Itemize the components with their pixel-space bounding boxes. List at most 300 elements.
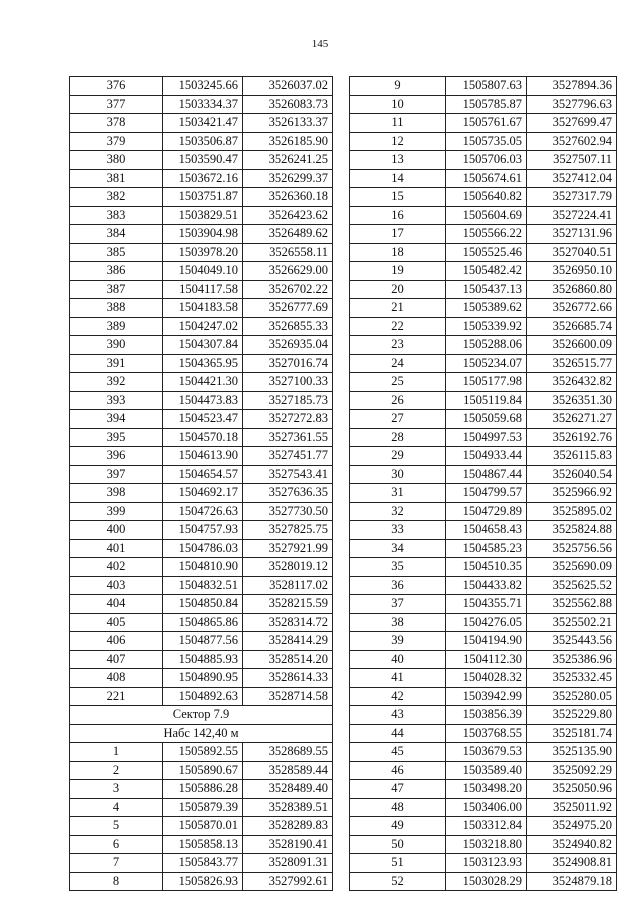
y-coordinate-cell: 3528019.12: [243, 558, 333, 577]
x-coordinate-cell: 1504276.05: [446, 613, 527, 632]
x-coordinate-cell: 1503679.53: [446, 743, 527, 762]
y-coordinate-cell: 3526423.62: [243, 206, 333, 225]
y-coordinate-cell: 3528389.51: [243, 798, 333, 817]
y-coordinate-cell: 3527730.50: [243, 502, 333, 521]
y-coordinate-cell: 3525824.88: [527, 521, 617, 540]
point-number-cell: 30: [350, 465, 446, 484]
y-coordinate-cell: 3526083.73: [243, 95, 333, 114]
y-coordinate-cell: 3526855.33: [243, 317, 333, 336]
point-number-cell: 382: [70, 188, 163, 207]
x-coordinate-cell: 1504247.02: [163, 317, 243, 336]
y-coordinate-cell: 3528714.58: [243, 687, 333, 706]
x-coordinate-cell: 1505566.22: [446, 225, 527, 244]
x-coordinate-cell: 1505339.92: [446, 317, 527, 336]
y-coordinate-cell: 3528514.20: [243, 650, 333, 669]
x-coordinate-cell: 1505706.03: [446, 151, 527, 170]
point-number-cell: 407: [70, 650, 163, 669]
y-coordinate-cell: 3527272.83: [243, 410, 333, 429]
y-coordinate-cell: 3528314.72: [243, 613, 333, 632]
y-coordinate-cell: 3526185.90: [243, 132, 333, 151]
point-number-cell: 11: [350, 114, 446, 133]
table-row: [70, 243, 333, 262]
point-number-cell: 393: [70, 391, 163, 410]
point-number-cell: 34: [350, 539, 446, 558]
table-row: [70, 447, 333, 466]
y-coordinate-cell: 3527507.11: [527, 151, 617, 170]
point-number-cell: 40: [350, 650, 446, 669]
y-coordinate-cell: 3525966.92: [527, 484, 617, 503]
point-number-cell: 377: [70, 95, 163, 114]
point-number-cell: 388: [70, 299, 163, 318]
point-number-cell: 387: [70, 280, 163, 299]
table-row: [350, 354, 617, 373]
table-row: [70, 280, 333, 299]
table-row: [70, 410, 333, 429]
point-number-cell: 46: [350, 761, 446, 780]
table-row: [70, 743, 333, 762]
y-coordinate-cell: 3527100.33: [243, 373, 333, 392]
x-coordinate-cell: 1504892.63: [163, 687, 243, 706]
table-row: [350, 521, 617, 540]
x-coordinate-cell: 1504433.82: [446, 576, 527, 595]
page-number: 145: [311, 38, 329, 50]
y-coordinate-cell: 3525562.88: [527, 595, 617, 614]
table-row: [70, 761, 333, 780]
point-number-cell: 390: [70, 336, 163, 355]
y-coordinate-cell: 3528414.29: [243, 632, 333, 651]
point-number-cell: 406: [70, 632, 163, 651]
point-number-cell: 51: [350, 854, 446, 873]
point-number-cell: 50: [350, 835, 446, 854]
table-row: [70, 687, 333, 706]
y-coordinate-cell: 3527992.61: [243, 872, 333, 891]
x-coordinate-cell: 1505525.46: [446, 243, 527, 262]
x-coordinate-cell: 1504194.90: [446, 632, 527, 651]
point-number-cell: 6: [70, 835, 163, 854]
x-coordinate-cell: 1505177.98: [446, 373, 527, 392]
x-coordinate-cell: 1503334.37: [163, 95, 243, 114]
x-coordinate-cell: 1503672.16: [163, 169, 243, 188]
y-coordinate-cell: 3527040.51: [527, 243, 617, 262]
point-number-cell: 398: [70, 484, 163, 503]
x-coordinate-cell: 1503904.98: [163, 225, 243, 244]
y-coordinate-cell: 3528091.31: [243, 854, 333, 873]
sector-title: Сектор 7.9: [70, 706, 333, 725]
x-coordinate-cell: 1505288.06: [446, 336, 527, 355]
x-coordinate-cell: 1505807.63: [446, 77, 527, 96]
point-number-cell: 8: [70, 872, 163, 891]
x-coordinate-cell: 1504997.53: [446, 428, 527, 447]
y-coordinate-cell: 3526040.54: [527, 465, 617, 484]
y-coordinate-cell: 3525229.80: [527, 706, 617, 725]
y-coordinate-cell: 3526241.25: [243, 151, 333, 170]
y-coordinate-cell: 3527131.96: [527, 225, 617, 244]
y-coordinate-cell: 3527185.73: [243, 391, 333, 410]
x-coordinate-cell: 1503856.39: [446, 706, 527, 725]
y-coordinate-cell: 3526115.83: [527, 447, 617, 466]
y-coordinate-cell: 3524908.81: [527, 854, 617, 873]
y-coordinate-cell: 3525625.52: [527, 576, 617, 595]
x-coordinate-cell: 1503245.66: [163, 77, 243, 96]
table-row: [350, 761, 617, 780]
point-number-cell: 394: [70, 410, 163, 429]
y-coordinate-cell: 3526037.02: [243, 77, 333, 96]
point-number-cell: 397: [70, 465, 163, 484]
table-row: [350, 410, 617, 429]
table-row: [70, 262, 333, 281]
x-coordinate-cell: 1504810.90: [163, 558, 243, 577]
right-table-body: [350, 77, 617, 891]
table-row: [70, 317, 333, 336]
x-coordinate-cell: 1504757.93: [163, 521, 243, 540]
x-coordinate-cell: 1504473.83: [163, 391, 243, 410]
table-row: [70, 835, 333, 854]
table-row: [350, 595, 617, 614]
table-row: [350, 280, 617, 299]
point-number-cell: 376: [70, 77, 163, 96]
table-row: [70, 595, 333, 614]
x-coordinate-cell: 1504523.47: [163, 410, 243, 429]
table-row: [70, 95, 333, 114]
x-coordinate-cell: 1503978.20: [163, 243, 243, 262]
table-row: [350, 669, 617, 688]
x-coordinate-cell: 1505843.77: [163, 854, 243, 873]
left-table-body: [70, 77, 333, 891]
y-coordinate-cell: 3526935.04: [243, 336, 333, 355]
sector-header-row: [70, 706, 333, 725]
table-row: [350, 613, 617, 632]
table-row: [350, 373, 617, 392]
x-coordinate-cell: 1505879.39: [163, 798, 243, 817]
y-coordinate-cell: 3526685.74: [527, 317, 617, 336]
table-row: [70, 169, 333, 188]
y-coordinate-cell: 3525502.21: [527, 613, 617, 632]
point-number-cell: 381: [70, 169, 163, 188]
point-number-cell: 41: [350, 669, 446, 688]
table-row: [70, 780, 333, 799]
y-coordinate-cell: 3526558.11: [243, 243, 333, 262]
x-coordinate-cell: 1504877.56: [163, 632, 243, 651]
point-number-cell: 386: [70, 262, 163, 281]
table-row: [70, 484, 333, 503]
y-coordinate-cell: 3526299.37: [243, 169, 333, 188]
x-coordinate-cell: 1504832.51: [163, 576, 243, 595]
y-coordinate-cell: 3525135.90: [527, 743, 617, 762]
y-coordinate-cell: 3527016.74: [243, 354, 333, 373]
x-coordinate-cell: 1503589.40: [446, 761, 527, 780]
table-row: [350, 484, 617, 503]
x-coordinate-cell: 1503829.51: [163, 206, 243, 225]
y-coordinate-cell: 3527361.55: [243, 428, 333, 447]
point-number-cell: 392: [70, 373, 163, 392]
x-coordinate-cell: 1504613.90: [163, 447, 243, 466]
x-coordinate-cell: 1503506.87: [163, 132, 243, 151]
table-row: [350, 798, 617, 817]
y-coordinate-cell: 3526772.66: [527, 299, 617, 318]
table-row: [350, 169, 617, 188]
point-number-cell: 21: [350, 299, 446, 318]
table-row: [70, 114, 333, 133]
point-number-cell: 5: [70, 817, 163, 836]
point-number-cell: 405: [70, 613, 163, 632]
point-number-cell: 389: [70, 317, 163, 336]
x-coordinate-cell: 1505234.07: [446, 354, 527, 373]
point-number-cell: 13: [350, 151, 446, 170]
point-number-cell: 404: [70, 595, 163, 614]
point-number-cell: 35: [350, 558, 446, 577]
x-coordinate-cell: 1504307.84: [163, 336, 243, 355]
point-number-cell: 39: [350, 632, 446, 651]
table-row: [70, 521, 333, 540]
x-coordinate-cell: 1504365.95: [163, 354, 243, 373]
point-number-cell: 25: [350, 373, 446, 392]
y-coordinate-cell: 3525443.56: [527, 632, 617, 651]
point-number-cell: 52: [350, 872, 446, 891]
y-coordinate-cell: 3527636.35: [243, 484, 333, 503]
y-coordinate-cell: 3525690.09: [527, 558, 617, 577]
point-number-cell: 27: [350, 410, 446, 429]
table-row: [70, 465, 333, 484]
table-row: [350, 576, 617, 595]
table-row: [350, 132, 617, 151]
table-row: [70, 872, 333, 891]
x-coordinate-cell: 1504117.58: [163, 280, 243, 299]
point-number-cell: 19: [350, 262, 446, 281]
y-coordinate-cell: 3525895.02: [527, 502, 617, 521]
table-row: [350, 336, 617, 355]
y-coordinate-cell: 3524940.82: [527, 835, 617, 854]
table-row: [350, 724, 617, 743]
table-row: [350, 447, 617, 466]
point-number-cell: 10: [350, 95, 446, 114]
table-row: [70, 817, 333, 836]
x-coordinate-cell: 1505437.13: [446, 280, 527, 299]
table-row: [350, 391, 617, 410]
y-coordinate-cell: 3528215.59: [243, 595, 333, 614]
table-row: [350, 854, 617, 873]
table-row: [70, 576, 333, 595]
point-number-cell: 9: [350, 77, 446, 96]
y-coordinate-cell: 3526432.82: [527, 373, 617, 392]
y-coordinate-cell: 3528190.41: [243, 835, 333, 854]
x-coordinate-cell: 1504890.95: [163, 669, 243, 688]
y-coordinate-cell: 3525280.05: [527, 687, 617, 706]
point-number-cell: 380: [70, 151, 163, 170]
table-row: [350, 317, 617, 336]
table-row: [70, 798, 333, 817]
table-row: [350, 632, 617, 651]
x-coordinate-cell: 1504570.18: [163, 428, 243, 447]
x-coordinate-cell: 1505886.28: [163, 780, 243, 799]
y-coordinate-cell: 3528489.40: [243, 780, 333, 799]
y-coordinate-cell: 3526777.69: [243, 299, 333, 318]
point-number-cell: 26: [350, 391, 446, 410]
point-number-cell: 385: [70, 243, 163, 262]
y-coordinate-cell: 3527699.47: [527, 114, 617, 133]
x-coordinate-cell: 1503751.87: [163, 188, 243, 207]
point-number-cell: 31: [350, 484, 446, 503]
point-number-cell: 49: [350, 817, 446, 836]
y-coordinate-cell: 3524879.18: [527, 872, 617, 891]
table-row: [70, 502, 333, 521]
x-coordinate-cell: 1505858.13: [163, 835, 243, 854]
table-row: [350, 206, 617, 225]
y-coordinate-cell: 3526351.30: [527, 391, 617, 410]
x-coordinate-cell: 1504658.43: [446, 521, 527, 540]
y-coordinate-cell: 3528614.33: [243, 669, 333, 688]
y-coordinate-cell: 3527412.04: [527, 169, 617, 188]
point-number-cell: 3: [70, 780, 163, 799]
x-coordinate-cell: 1505735.05: [446, 132, 527, 151]
left-coordinates-table: [69, 76, 333, 891]
x-coordinate-cell: 1505674.61: [446, 169, 527, 188]
table-row: [70, 854, 333, 873]
table-row: [350, 225, 617, 244]
y-coordinate-cell: 3528289.83: [243, 817, 333, 836]
table-row: [70, 539, 333, 558]
table-row: [70, 613, 333, 632]
point-number-cell: 23: [350, 336, 446, 355]
y-coordinate-cell: 3525332.45: [527, 669, 617, 688]
table-row: [70, 77, 333, 96]
x-coordinate-cell: 1505389.62: [446, 299, 527, 318]
table-row: [350, 835, 617, 854]
y-coordinate-cell: 3525011.92: [527, 798, 617, 817]
x-coordinate-cell: 1503942.99: [446, 687, 527, 706]
table-row: [70, 428, 333, 447]
table-row: [70, 188, 333, 207]
table-row: [350, 299, 617, 318]
right-coordinates-table: [349, 76, 617, 891]
x-coordinate-cell: 1504421.30: [163, 373, 243, 392]
table-row: [350, 743, 617, 762]
x-coordinate-cell: 1504355.71: [446, 595, 527, 614]
y-coordinate-cell: 3527224.41: [527, 206, 617, 225]
x-coordinate-cell: 1505890.67: [163, 761, 243, 780]
table-row: [350, 706, 617, 725]
point-number-cell: 2: [70, 761, 163, 780]
table-row: [350, 77, 617, 96]
y-coordinate-cell: 3526860.80: [527, 280, 617, 299]
point-number-cell: 33: [350, 521, 446, 540]
table-row: [350, 817, 617, 836]
point-number-cell: 408: [70, 669, 163, 688]
x-coordinate-cell: 1505761.67: [446, 114, 527, 133]
point-number-cell: 383: [70, 206, 163, 225]
table-row: [350, 428, 617, 447]
point-number-cell: 32: [350, 502, 446, 521]
x-coordinate-cell: 1504933.44: [446, 447, 527, 466]
table-row: [70, 558, 333, 577]
x-coordinate-cell: 1503590.47: [163, 151, 243, 170]
x-coordinate-cell: 1505892.55: [163, 743, 243, 762]
x-coordinate-cell: 1505785.87: [446, 95, 527, 114]
point-number-cell: 12: [350, 132, 446, 151]
x-coordinate-cell: 1505870.01: [163, 817, 243, 836]
x-coordinate-cell: 1504850.84: [163, 595, 243, 614]
point-number-cell: 396: [70, 447, 163, 466]
point-number-cell: 22: [350, 317, 446, 336]
point-number-cell: 43: [350, 706, 446, 725]
x-coordinate-cell: 1504726.63: [163, 502, 243, 521]
table-row: [70, 336, 333, 355]
x-coordinate-cell: 1504049.10: [163, 262, 243, 281]
table-row: [70, 151, 333, 170]
y-coordinate-cell: 3527825.75: [243, 521, 333, 540]
point-number-cell: 395: [70, 428, 163, 447]
point-number-cell: 44: [350, 724, 446, 743]
point-number-cell: 37: [350, 595, 446, 614]
x-coordinate-cell: 1505482.42: [446, 262, 527, 281]
y-coordinate-cell: 3528117.02: [243, 576, 333, 595]
table-row: [70, 650, 333, 669]
point-number-cell: 45: [350, 743, 446, 762]
sector-header-row: [70, 724, 333, 743]
point-number-cell: 28: [350, 428, 446, 447]
table-row: [350, 151, 617, 170]
point-number-cell: 221: [70, 687, 163, 706]
x-coordinate-cell: 1505826.93: [163, 872, 243, 891]
point-number-cell: 378: [70, 114, 163, 133]
table-row: [350, 558, 617, 577]
point-number-cell: 4: [70, 798, 163, 817]
x-coordinate-cell: 1503768.55: [446, 724, 527, 743]
table-row: [70, 132, 333, 151]
point-number-cell: 403: [70, 576, 163, 595]
x-coordinate-cell: 1503421.47: [163, 114, 243, 133]
y-coordinate-cell: 3525050.96: [527, 780, 617, 799]
point-number-cell: 402: [70, 558, 163, 577]
point-number-cell: 379: [70, 132, 163, 151]
x-coordinate-cell: 1505604.69: [446, 206, 527, 225]
table-row: [70, 373, 333, 392]
y-coordinate-cell: 3526489.62: [243, 225, 333, 244]
y-coordinate-cell: 3526360.18: [243, 188, 333, 207]
x-coordinate-cell: 1503123.93: [446, 854, 527, 873]
table-row: [350, 650, 617, 669]
y-coordinate-cell: 3528689.55: [243, 743, 333, 762]
x-coordinate-cell: 1504786.03: [163, 539, 243, 558]
point-number-cell: 24: [350, 354, 446, 373]
table-row: [350, 465, 617, 484]
x-coordinate-cell: 1504799.57: [446, 484, 527, 503]
x-coordinate-cell: 1504183.58: [163, 299, 243, 318]
table-row: [350, 539, 617, 558]
y-coordinate-cell: 3527921.99: [243, 539, 333, 558]
point-number-cell: 399: [70, 502, 163, 521]
point-number-cell: 48: [350, 798, 446, 817]
point-number-cell: 1: [70, 743, 163, 762]
table-row: [350, 780, 617, 799]
table-row: [70, 632, 333, 651]
point-number-cell: 16: [350, 206, 446, 225]
table-row: [350, 687, 617, 706]
x-coordinate-cell: 1505640.82: [446, 188, 527, 207]
point-number-cell: 42: [350, 687, 446, 706]
y-coordinate-cell: 3527894.36: [527, 77, 617, 96]
y-coordinate-cell: 3526600.09: [527, 336, 617, 355]
table-row: [350, 243, 617, 262]
point-number-cell: 20: [350, 280, 446, 299]
y-coordinate-cell: 3528589.44: [243, 761, 333, 780]
point-number-cell: 14: [350, 169, 446, 188]
x-coordinate-cell: 1504112.30: [446, 650, 527, 669]
y-coordinate-cell: 3525181.74: [527, 724, 617, 743]
point-number-cell: 401: [70, 539, 163, 558]
point-number-cell: 38: [350, 613, 446, 632]
table-row: [70, 669, 333, 688]
table-row: [350, 95, 617, 114]
